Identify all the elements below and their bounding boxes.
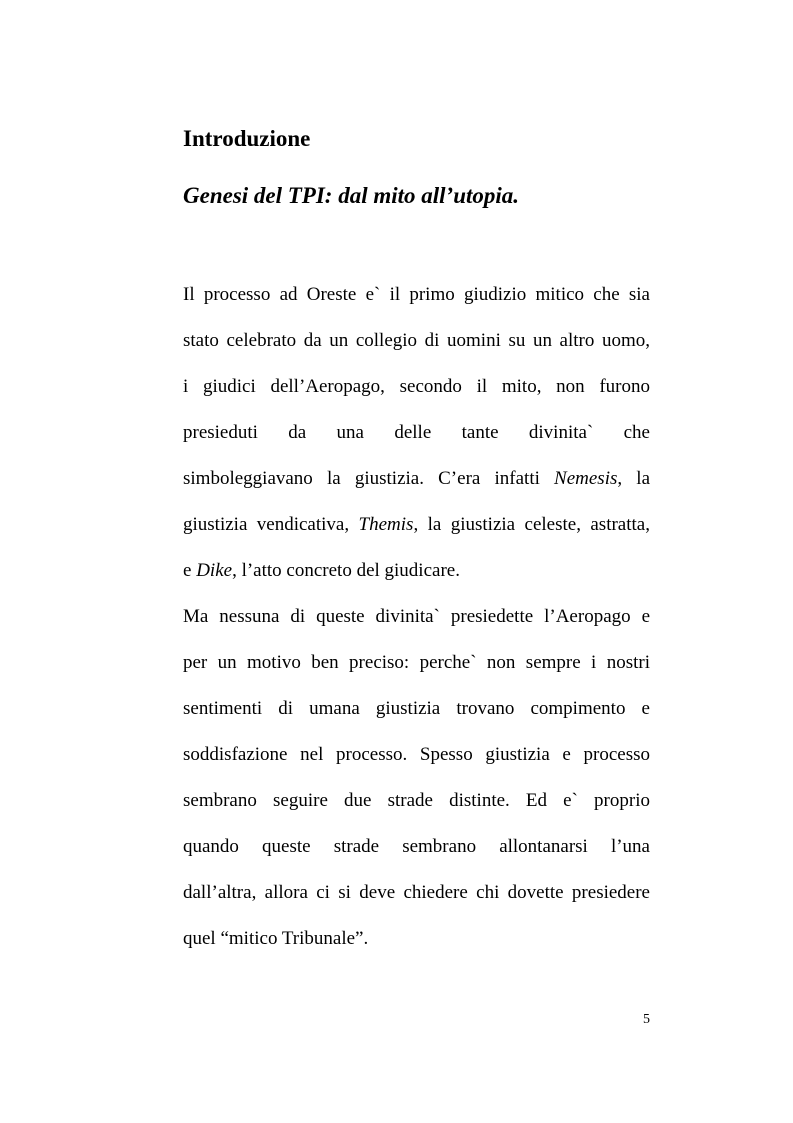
- text-run: , la giustizia celeste, astratta,: [413, 514, 650, 535]
- text-run: , l’atto concreto del giudicare.: [232, 560, 460, 581]
- text-run: simboleggiavano la giustizia. C’era infatti: [183, 468, 555, 489]
- text-line: quel “mitico Tribunale”.: [183, 928, 369, 949]
- text-run: e: [183, 560, 197, 581]
- text-line: soddisfazione nel processo. Spesso giustizia e processo: [183, 744, 650, 765]
- text-line: sembrano seguire due strade distinte. Ed e` proprio: [183, 790, 650, 811]
- text-line: [183, 556, 650, 602]
- text-run: giustizia vendicativa,: [183, 514, 359, 535]
- text-line: presieduti da una delle tante divinita` che: [183, 422, 650, 443]
- text-line: Il processo ad Oreste e` il primo giudizio mitico che sia: [183, 284, 650, 305]
- italic-term-dike: Dike: [196, 560, 233, 581]
- text-line: per un motivo ben preciso: perche` non sempre i nostri: [183, 652, 650, 673]
- section-heading: Introduzione: [183, 126, 311, 151]
- text-line: dall’altra, allora ci si deve chiedere chi dovette presiedere: [183, 882, 650, 903]
- text-line: [183, 464, 650, 510]
- body-text: [183, 280, 650, 970]
- text-line: Ma nessuna di queste divinita` presiedette l’Aeropago e: [183, 606, 650, 627]
- page-number: 5: [643, 1012, 650, 1027]
- text-line: sentimenti di umana giustizia trovano compimento e: [183, 698, 650, 719]
- text-run: , la: [617, 468, 651, 489]
- text-line: quando queste strade sembrano allontanarsi l’una: [183, 836, 650, 857]
- text-line: i giudici dell’Aeropago, secondo il mito, non furono: [183, 376, 650, 397]
- section-subheading: Genesi del TPI: dal mito all’utopia.: [183, 183, 520, 208]
- text-line: [183, 510, 650, 556]
- text-line: stato celebrato da un collegio di uomini su un altro uomo,: [183, 330, 650, 351]
- italic-term-themis: Themis: [358, 514, 414, 535]
- italic-term-nemesis: Nemesis: [554, 468, 618, 489]
